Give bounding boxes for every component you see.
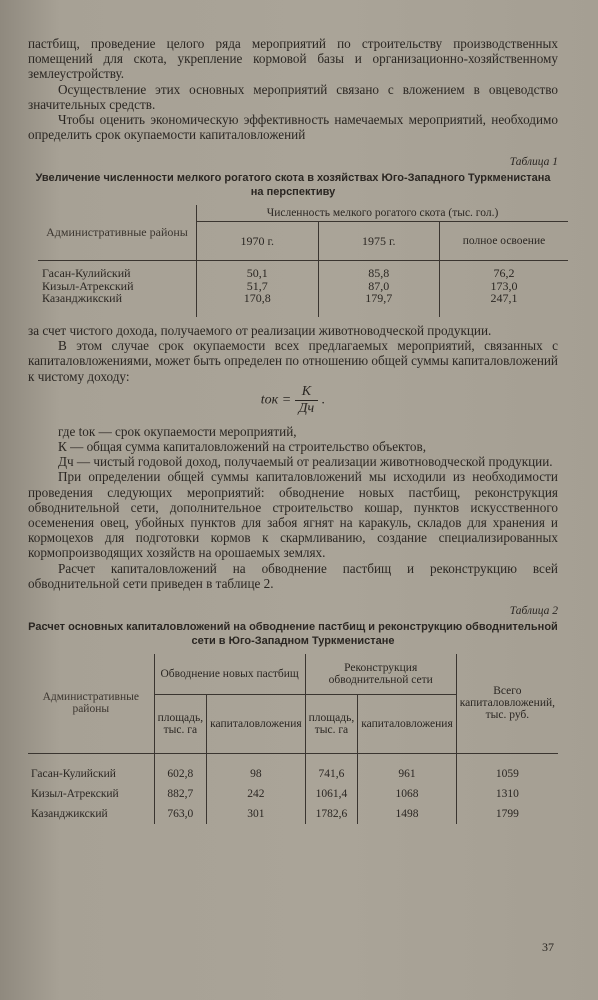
table-2-sub-cap-1: капиталовложения [207,694,306,753]
table-1-col-1970: 1970 г. [197,222,319,261]
table-2-col-total: Всего капиталовложений, тыс. руб. [456,654,558,754]
formula [28,384,558,424]
formula-numerator: К [295,384,319,401]
paragraph: Чтобы оценить экономическую эффективность намечаемых мероприятий, необходимо определить срок окупаемости капиталовложений [28,112,558,143]
table-2-sub-cap-2: капиталовложения [358,694,457,753]
table-1-label: Таблица 1 [509,156,558,169]
paragraph: Расчет капиталовложений на обводнение пастбищ и реконструкцию всей обводнительной сети приведен в таблице 2. [28,560,558,591]
formula-denominator: Дч [298,400,315,416]
table-row: Казанджикский 763,0 301 1782,6 1498 1799 [28,804,558,824]
table-row: Гасан-Кулийский 50,1 85,8 76,2 [38,267,568,280]
table-2-sub-area-1: площадь, тыс. га [154,694,207,753]
paragraph: Осуществление этих основных мероприятий связано с вложением в овцеводство значительных средств. [28,81,558,112]
paragraph: При определении общей суммы капиталовложений мы исходили из необходимости проведения следующих мероприятий: обводнение новых пастбищ, реконструкция обводнительной сети, дополнительное строительство кошар, пунктов искусственного осеменения овец, убойных пунктов для забоя ягнят на каракуль, складов для хранения и кормоцехов для подготовки кормов к скармливанию, создание специализированных кормопроизводящих хозяйств на орошаемых землях. [28,469,558,561]
table-row: Кизыл-Атрекский 51,7 87,0 173,0 [38,280,568,293]
definition: где tок — срок окупаемости мероприятий, [58,423,297,439]
table-row: Казанджикский 170,8 179,7 247,1 [38,292,568,305]
table-2-label: Таблица 2 [509,604,558,617]
page-number: 37 [542,940,554,954]
table-1 [38,205,568,317]
definition: К — общая сумма капиталовложений на строительство объектов, [58,438,426,454]
table-2-group-1: Обводнение новых пастбищ [154,654,305,695]
table-2-group-2: Реконструкция обводнительной сети [305,654,456,695]
table-1-col-region: Административные районы [38,205,197,261]
table-2-sub-area-2: площадь, тыс. га [305,694,358,753]
table-1-col-1975: 1975 г. [318,222,440,261]
table-2 [28,654,558,824]
formula-fraction [295,384,319,417]
paragraph: за счет чистого дохода, получаемого от реализации животноводческой продукции. [28,322,492,338]
table-1-col-full: полное освоение [440,222,569,261]
formula-end: . [321,392,326,408]
table-2-caption: Расчет основных капиталовложений на обводнение пастбищ и реконструкцию обводнительной сети в Юго-Западном Туркменистане [28,620,558,647]
paragraph: пастбищ, проведение целого ряда мероприятий по строительству производственных помещений для скота, укрепление кормовой базы и организационно-хозяйственному землеустройству. [28,36,558,82]
table-row: Кизыл-Атрекский 882,7 242 1061,4 1068 1310 [28,784,558,804]
table-2-col-region: Административные районы [28,654,154,754]
table-1-group-header: Численность мелкого рогатого скота (тыс. гол.) [197,205,569,222]
paragraph: В этом случае срок окупаемости всех предлагаемых мероприятий, связанных с капиталовложениями, может быть определен по отношению общей суммы капиталовложений к чистому доходу: [28,338,558,384]
definition: Дч — чистый годовой доход, получаемый от реализации животноводческой продукции. [58,454,553,470]
formula-lhs: tок = [260,392,292,408]
table-row: Гасан-Кулийский 602,8 98 741,6 961 1059 [28,764,558,784]
table-1-caption: Увеличение численности мелкого рогатого скота в хозяйствах Юго-Западного Туркменистана на перспективу [35,172,551,199]
